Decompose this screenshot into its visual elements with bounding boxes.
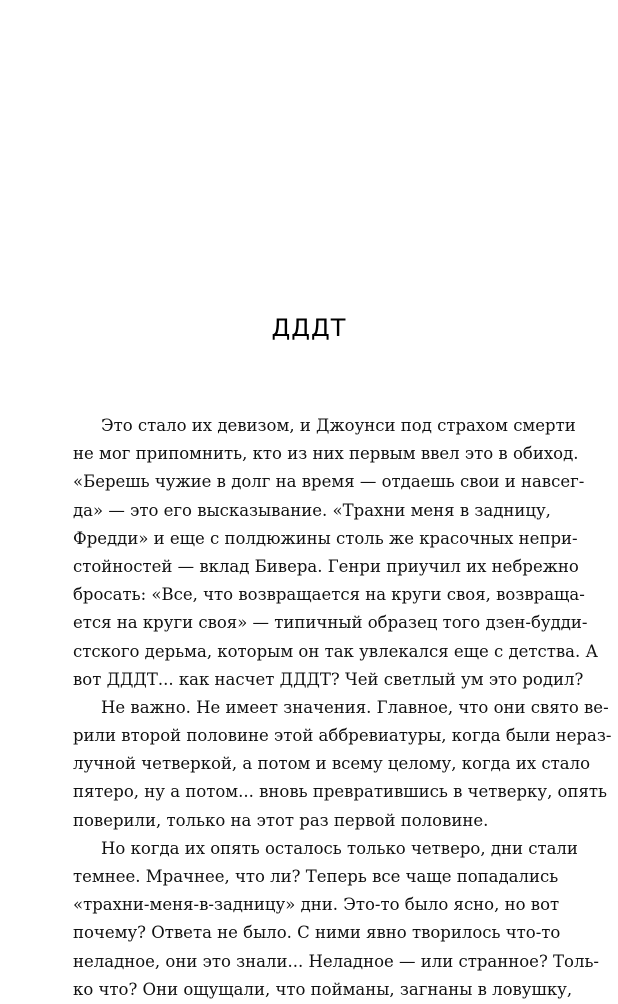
- paragraph-1-line-3: «Берешь чужие в долг на время — отдаешь свои и навсег-: [73, 472, 585, 492]
- paragraph-1-line-9: стского дерьма, которым он так увлекался еще с детства. А: [73, 641, 598, 661]
- paragraph-1-line-4: да» — это его высказывание. «Трахни меня в задницу,: [73, 500, 551, 520]
- paragraph-2-line-3: лучной четверкой, а потом и всему целому, когда их стало: [73, 754, 591, 774]
- paragraph-3-line-4: почему? Ответа не было. С ними явно творилось что-то: [73, 923, 561, 943]
- paragraph-1-line-8: ется на круги своя» — типичный образец того дзен-будди-: [73, 613, 588, 633]
- paragraph-3-line-3: «трахни-меня-в-задницу» дни. Это-то было ясно, но вот: [73, 895, 560, 915]
- paragraph-3-line-1: Но когда их опять осталось только четверо, дни стали: [101, 838, 578, 858]
- paragraph-1-line-7: бросать: «Все, что возвращается на круги своя, возвраща-: [73, 585, 585, 605]
- paragraph-1-line-6: стойностей — вклад Бивера. Генри приучил их небрежно: [73, 556, 579, 576]
- paragraph-3-line-2: темнее. Мрачнее, что ли? Теперь все чаще попадались: [73, 867, 559, 886]
- chapter-body: [73, 412, 612, 1004]
- paragraph-1-line-5: Фредди» и еще с полдюжины столь же красочных непри-: [73, 528, 578, 548]
- paragraph-2-line-2: рили второй половине этой аббревиатуры, когда были нераз-: [73, 726, 612, 746]
- paragraph-1-line-2: не мог припомнить, кто из них первым ввел это в обиход.: [73, 444, 579, 464]
- paragraph-3-line-5: неладное, они это знали... Неладное — или странное? Толь-: [73, 951, 600, 971]
- paragraph-2-line-4: пятеро, ну а потом... вновь превратившись в четверку, опять: [73, 782, 608, 802]
- chapter-title: ДДДТ: [271, 314, 347, 342]
- paragraph-2-line-1: Не важно. Не имеет значения. Главное, что они свято ве-: [101, 697, 609, 717]
- paragraph-2-line-5: поверили, только на этот раз первой половине.: [73, 810, 489, 830]
- paragraph-1-line-1: Это стало их девизом, и Джоунси под страхом смерти: [101, 416, 576, 435]
- paragraph-1-line-10: вот ДДДТ... как насчет ДДДТ? Чей светлый ум это родил?: [73, 669, 584, 689]
- paragraph-3-line-6: ко что? Они ощущали, что пойманы, загнаны в ловушку,: [73, 979, 573, 999]
